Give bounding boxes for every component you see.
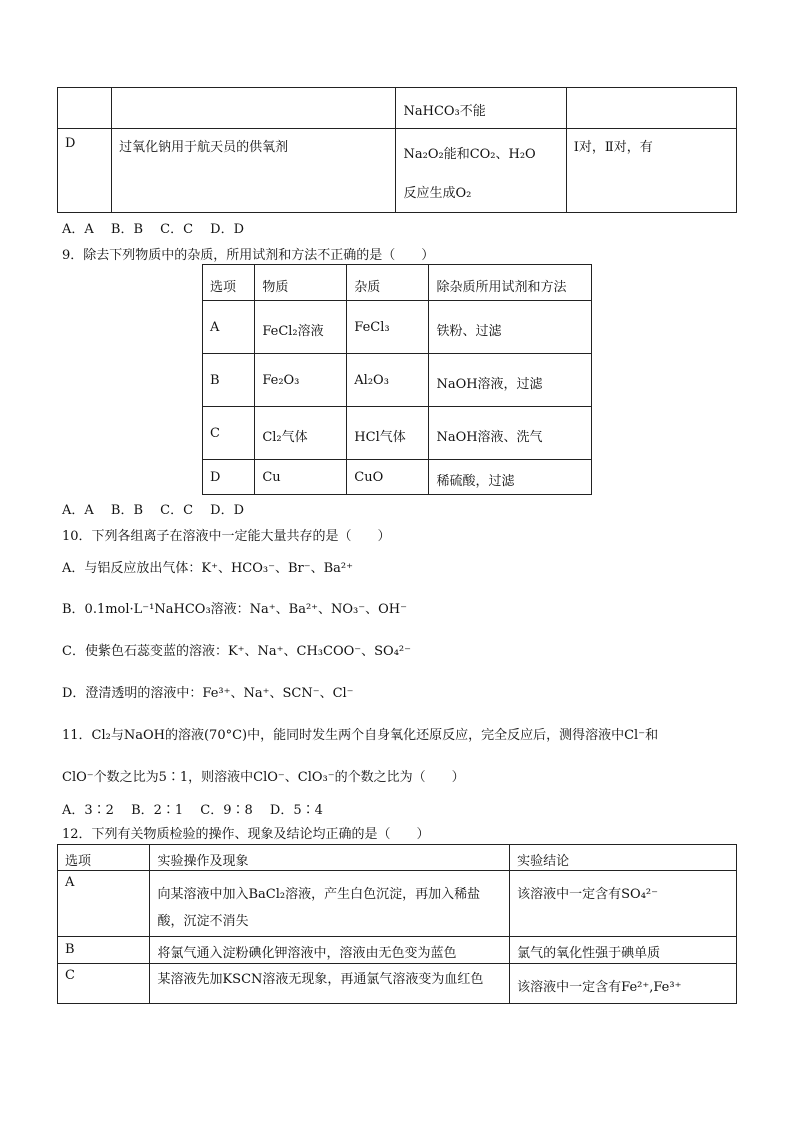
q8-cell-empty-4 bbox=[566, 88, 736, 129]
q9-header-option: 选项 bbox=[203, 265, 255, 301]
q12-b-option: B bbox=[65, 942, 75, 957]
table-row bbox=[203, 354, 592, 407]
q8-options: A．A B．B C．C D．D bbox=[62, 222, 245, 237]
q8-cont-text: NaHCO₃不能 bbox=[403, 104, 486, 119]
q9-c-impurity: HCl气体 bbox=[354, 430, 406, 445]
q9-options: A．A B．B C．C D．D bbox=[62, 503, 245, 518]
table-row bbox=[58, 871, 737, 937]
q12-c-option: C bbox=[65, 968, 75, 983]
q8-row-d-judgement: Ⅰ对，Ⅱ对，有 bbox=[566, 129, 736, 213]
q9-a-impurity: FeCl₃ bbox=[354, 320, 390, 335]
q9-d-option: D bbox=[210, 470, 221, 485]
q10-stem: 10．下列各组离子在溶液中一定能大量共存的是（ ） bbox=[62, 529, 391, 544]
q9-header-method: 除杂质所用试剂和方法 bbox=[429, 265, 592, 301]
q9-d-substance: Cu bbox=[262, 470, 281, 485]
q12-a-operation-line1: 向某溶液中加入BaCl₂溶液，产生白色沉淀，再加入稀盐 bbox=[157, 887, 481, 902]
q10-option-d: D．澄清透明的溶液中：Fe³⁺、Na⁺、SCN⁻、Cl⁻ bbox=[62, 686, 354, 701]
q9-b-option: B bbox=[210, 373, 220, 388]
q12-a-operation-line2: 酸，沉淀不消失 bbox=[157, 914, 249, 929]
q12-c-operation: 某溶液先加KSCN溶液无现象，再通氯气溶液变为血红色 bbox=[157, 972, 484, 987]
q12-stem: 12．下列有关物质检验的操作、现象及结论均正确的是（ ） bbox=[62, 827, 430, 842]
q12-a-conclusion: 该溶液中一定含有SO₄²⁻ bbox=[517, 887, 659, 902]
q12-header-operation: 实验操作及现象 bbox=[150, 845, 510, 871]
q9-b-impurity: Al₂O₃ bbox=[354, 373, 389, 388]
q12-b-conclusion: 氯气的氧化性强于碘单质 bbox=[517, 946, 661, 961]
q10-option-a: A．与铝反应放出气体：K⁺、HCO₃⁻、Br⁻、Ba²⁺ bbox=[62, 561, 353, 576]
q11-options: A．3∶2 B．2∶1 C．9∶8 D．5∶4 bbox=[62, 803, 323, 818]
table-row bbox=[203, 407, 592, 460]
table-row bbox=[203, 460, 592, 495]
q8-reason-line2: 反应生成O₂ bbox=[403, 186, 472, 201]
q10-option-b: B．0.1mol·L⁻¹NaHCO₃溶液：Na⁺、Ba²⁺、NO₃⁻、OH⁻ bbox=[62, 602, 407, 617]
q9-header-substance: 物质 bbox=[255, 265, 347, 301]
q8-cell-empty-1 bbox=[58, 88, 112, 129]
q9-a-option: A bbox=[210, 320, 220, 335]
q9-a-method: 铁粉、过滤 bbox=[436, 324, 502, 339]
q11-line2: ClO⁻个数之比为5∶1，则溶液中ClO⁻、ClO₃⁻的个数之比为（ ） bbox=[62, 770, 465, 785]
q8-reason-line1: Na₂O₂能和CO₂、H₂O bbox=[403, 147, 536, 162]
q9-d-method: 稀硫酸，过滤 bbox=[436, 474, 515, 489]
q8-row-d-reason bbox=[396, 129, 566, 213]
q9-c-method: NaOH溶液、洗气 bbox=[436, 430, 543, 445]
q8-row-d-usage: 过氧化钠用于航天员的供氧剂 bbox=[112, 129, 396, 213]
q8-table bbox=[57, 87, 737, 213]
q12-header-conclusion: 实验结论 bbox=[510, 845, 737, 871]
table-row bbox=[58, 937, 737, 964]
q8-cell-cont bbox=[396, 88, 566, 129]
q8-row-d-option: D bbox=[58, 129, 112, 213]
q11-line1: 11．Cl₂与NaOH的溶液(70°C)中，能同时发生两个自身氧化还原反应，完全反应后，测得溶液中Cl⁻和 bbox=[62, 728, 659, 743]
q9-c-option: C bbox=[210, 426, 220, 441]
table-row bbox=[203, 301, 592, 354]
q9-b-method: NaOH溶液，过滤 bbox=[436, 377, 543, 392]
q9-header-impurity: 杂质 bbox=[347, 265, 429, 301]
q12-a-option: A bbox=[65, 875, 75, 890]
q10-option-c: C．使紫色石蕊变蓝的溶液：K⁺、Na⁺、CH₃COO⁻、SO₄²⁻ bbox=[62, 644, 411, 659]
q12-table bbox=[57, 844, 737, 1004]
q9-table bbox=[202, 264, 592, 495]
q12-c-conclusion: 该溶液中一定含有Fe²⁺,Fe³⁺ bbox=[517, 980, 682, 995]
q8-cell-empty-2 bbox=[112, 88, 396, 129]
q9-a-substance: FeCl₂溶液 bbox=[262, 324, 324, 339]
q12-header-option: 选项 bbox=[58, 845, 150, 871]
q9-b-substance: Fe₂O₃ bbox=[262, 373, 300, 388]
q12-b-operation: 将氯气通入淀粉碘化钾溶液中，溶液由无色变为蓝色 bbox=[157, 946, 457, 961]
q9-c-substance: Cl₂气体 bbox=[262, 430, 308, 445]
table-row bbox=[58, 964, 737, 1004]
q9-stem: 9．除去下列物质中的杂质，所用试剂和方法不正确的是（ ） bbox=[62, 248, 435, 263]
q9-d-impurity: CuO bbox=[354, 470, 384, 485]
